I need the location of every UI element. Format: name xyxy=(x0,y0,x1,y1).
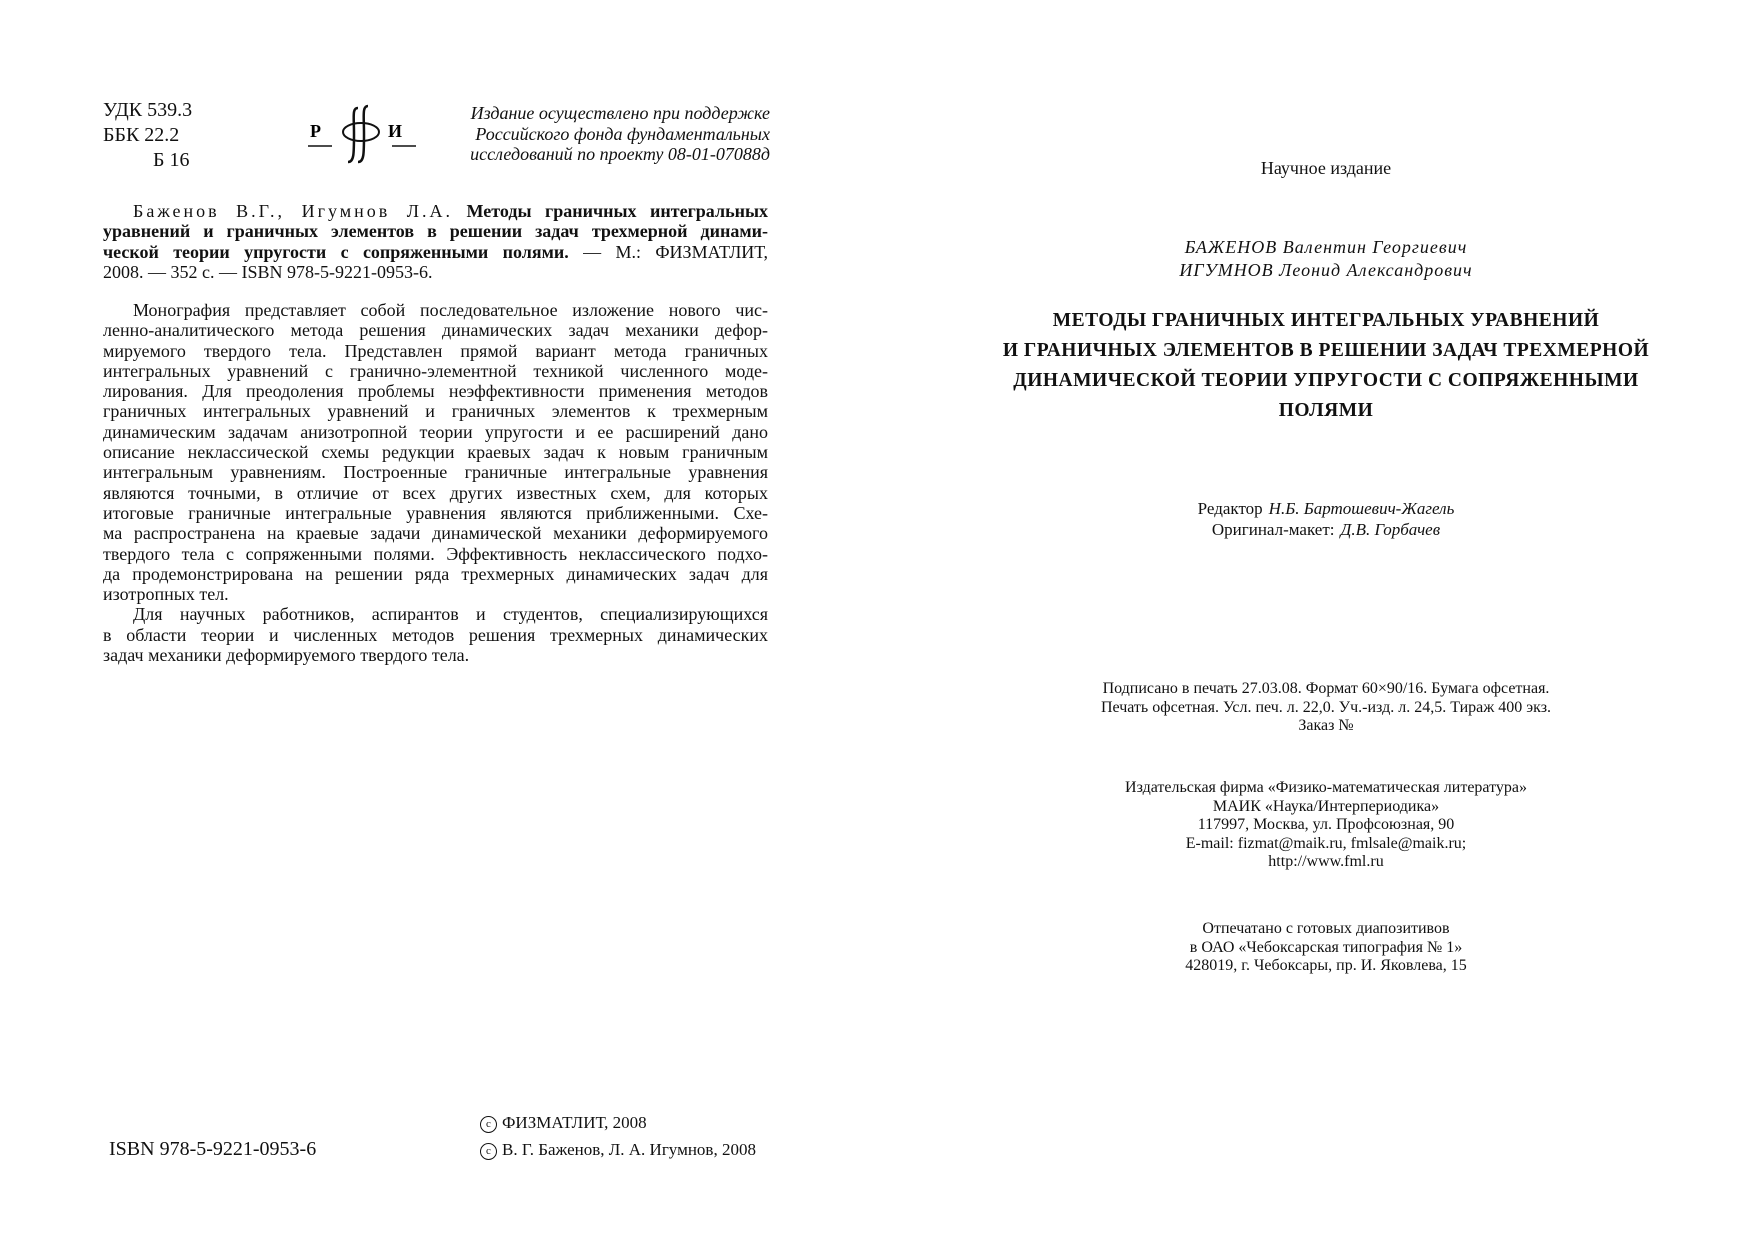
print-info xyxy=(960,680,1692,736)
layout-label: Оригинал-макет: xyxy=(1211,520,1335,539)
copyright-text: ФИЗМАТЛИТ, 2008 xyxy=(502,1113,647,1132)
publisher-address: 117997, Москва, ул. Профсоюзная, 90 xyxy=(1197,816,1455,833)
abstract-line: интегральным уравнениям. Построенные граничные интегральные уравнения xyxy=(103,462,768,483)
abstract-line: мируемого твердого тела. Представлен прямой вариант метода граничных xyxy=(103,340,768,361)
printer-line: Отпечатано с готовых диапозитивов xyxy=(1202,920,1450,937)
printer-line: 428019, г. Чебоксары, пр. И. Яковлева, 15 xyxy=(1185,957,1467,974)
publisher-info xyxy=(960,779,1692,872)
printer-info xyxy=(960,920,1692,976)
bib-title-cont: уравнений и граничных элементов в решении задач трехмерной динами- xyxy=(103,221,768,242)
author-name: ИГУМНОВ Леонид Александрович xyxy=(1179,260,1473,280)
print-line: Подписано в печать 27.03.08. Формат 60×90/16. Бумага офсетная. xyxy=(1102,680,1550,697)
svg-text:Р: Р xyxy=(310,121,321,141)
funding-note xyxy=(430,103,770,165)
abstract-line: являются точными, в отличие от всех других известных схем, для которых xyxy=(103,482,768,503)
abstract-line: описание неклассической схемы редукции краевых задач к новым граничным xyxy=(103,442,768,463)
funding-line: Издание осуществлено при поддержке xyxy=(470,103,770,123)
bbk-code: ББК 22.2 xyxy=(103,124,180,146)
abstract-line: в области теории и численных методов решения трехмерных динамических xyxy=(103,624,768,645)
abstract-line: динамическим задачам анизотропной теории упругости и ее расширений дано xyxy=(103,421,768,442)
classification-codes xyxy=(103,98,192,173)
publisher-line: Издательская фирма «Физико-математическая литература» xyxy=(1125,779,1527,796)
title-line: И ГРАНИЧНЫХ ЭЛЕМЕНТОВ В РЕШЕНИИ ЗАДАЧ ТРЕХМЕРНОЙ xyxy=(1002,340,1650,361)
copyright-publisher xyxy=(480,1113,647,1133)
abstract-line: Монография представляет собой последовательное изложение нового чис- xyxy=(133,300,768,320)
abstract-line: Для научных работников, аспирантов и студентов, специализирующихся xyxy=(133,604,768,625)
abstract-line: задач механики деформируемого твердого тела. xyxy=(103,645,470,666)
bib-title: Методы граничных интегральных xyxy=(466,201,769,221)
bibliographic-record xyxy=(103,201,768,282)
author-name: БАЖЕНОВ Валентин Георгиевич xyxy=(1184,237,1468,257)
copyright-icon: c xyxy=(480,1116,497,1133)
layout-name: Д.В. Горбачев xyxy=(1340,520,1441,539)
printer-line: в ОАО «Чебоксарская типография № 1» xyxy=(1189,938,1463,956)
abstract-line: изотропных тел. xyxy=(103,584,229,605)
author-mark: Б 16 xyxy=(153,149,190,171)
editors xyxy=(960,498,1692,540)
editor-name: Н.Б. Бартошевич-Жагель xyxy=(1268,499,1455,518)
editor-label: Редактор xyxy=(1197,499,1263,518)
edition-type: Научное издание xyxy=(1260,158,1392,178)
bib-title-end: ческой теории упругости с сопряженными полями. xyxy=(103,241,569,262)
title-line: МЕТОДЫ ГРАНИЧНЫХ ИНТЕГРАЛЬНЫХ УРАВНЕНИЙ xyxy=(1052,310,1600,331)
bib-publisher: — М.: ФИЗМАТЛИТ, xyxy=(568,241,768,262)
copyright-authors xyxy=(480,1140,756,1160)
bib-year-pages-isbn: 2008. — 352 с. — ISBN 978-5-9221-0953-6. xyxy=(103,261,433,282)
publisher-line: МАИК «Наука/Интерпериодика» xyxy=(1212,797,1440,815)
abstract-line: итоговые граничные интегральные уравнения являются приближенными. Схе- xyxy=(103,502,768,523)
abstract-line: твердого тела с сопряженными полями. Эффективность неклассического подхо- xyxy=(103,543,768,564)
copyright-icon: c xyxy=(480,1143,497,1160)
svg-text:И: И xyxy=(388,121,403,141)
funding-line: Российского фонда фундаментальных xyxy=(475,123,770,144)
abstract-line: интегральных уравнений с гранично-элементной техникой численного моде- xyxy=(103,360,768,381)
authors xyxy=(960,236,1692,282)
abstract-line: граничных интегральных уравнений и граничных элементов к трехмерным xyxy=(103,401,768,422)
abstract-line: ленно-аналитического метода решения динамических задач механики дефор- xyxy=(103,320,768,341)
publisher-email: E-mail: fizmat@maik.ru, fmlsale@maik.ru; xyxy=(1185,834,1467,852)
publisher-url: http://www.fml.ru xyxy=(1268,853,1384,870)
print-line: Печать офсетная. Усл. печ. л. 22,0. Уч.-изд. л. 24,5. Тираж 400 экз. xyxy=(1100,698,1552,716)
bib-authors: Баженов В.Г., Игумнов Л.А. xyxy=(133,201,453,221)
book-title xyxy=(960,306,1692,426)
abstract-line: лирования. Для преодоления проблемы неэффективности применения методов xyxy=(103,381,768,402)
abstract-line: да продемонстрирована на решении ряда трехмерных динамических задач для xyxy=(103,563,768,584)
abstract xyxy=(103,300,768,665)
print-line: Заказ № xyxy=(1298,717,1354,734)
copyright-text: В. Г. Баженов, Л. А. Игумнов, 2008 xyxy=(502,1140,756,1159)
udk-code: УДК 539.3 xyxy=(103,99,193,121)
funding-line: исследований по проекту 08-01-07088д xyxy=(470,144,770,164)
isbn: ISBN 978-5-9221-0953-6 xyxy=(109,1138,317,1160)
rffi-logo-icon xyxy=(308,104,418,166)
title-line: ДИНАМИЧЕСКОЙ ТЕОРИИ УПРУГОСТИ С СОПРЯЖЕННЫМИ xyxy=(1013,370,1639,391)
abstract-line: ма распространена на краевые задачи динамической механики деформируемого xyxy=(103,523,768,544)
title-line: ПОЛЯМИ xyxy=(1278,400,1374,421)
